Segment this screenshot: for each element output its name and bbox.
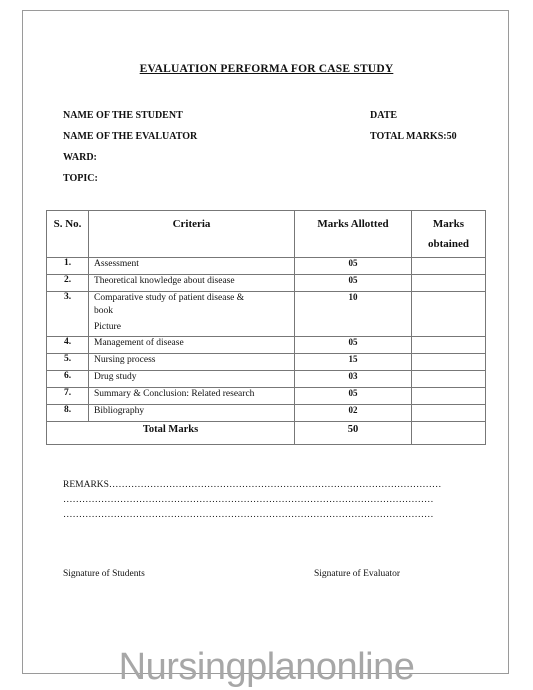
row-marks-obtained[interactable]: [412, 337, 486, 354]
row-criteria: Theoretical knowledge about disease: [89, 275, 295, 292]
remarks-line-3: ………………………………………………………………………………………………………: [63, 510, 434, 520]
row-marks-obtained[interactable]: [412, 405, 486, 422]
total-marks-obtained[interactable]: [412, 422, 486, 445]
table-row: [47, 388, 486, 405]
evaluation-table: [46, 210, 486, 445]
remarks-line-2: ………………………………………………………………………………………………………: [63, 495, 434, 505]
form-title: EVALUATION PERFORMA FOR CASE STUDY: [139, 63, 394, 75]
row-marks-allotted: 05: [295, 275, 412, 292]
row-sno: 6.: [47, 371, 89, 388]
row-marks-obtained[interactable]: [412, 258, 486, 275]
date-label: DATE: [370, 110, 398, 121]
row-criteria: Nursing process: [89, 354, 295, 371]
row-marks-allotted: 02: [295, 405, 412, 422]
row-criteria-line2: book: [94, 306, 113, 316]
header-marks-allotted: Marks Allotted: [295, 211, 412, 258]
header-criteria: Criteria: [89, 211, 295, 258]
total-row: [47, 422, 486, 445]
remarks-line-1: REMARKS……………………………………………………………………………………………: [63, 480, 442, 490]
signature-evaluator: Signature of Evaluator: [314, 569, 401, 579]
table-row: [47, 275, 486, 292]
total-marks-label-cell: Total Marks: [47, 422, 295, 445]
header-marks-obtained-line1: Marks: [432, 218, 465, 230]
row-sno: 5.: [47, 354, 89, 371]
table-row: [47, 258, 486, 275]
header-marks-obtained: [412, 211, 486, 258]
row-criteria-line3: Picture: [94, 322, 121, 332]
row-marks-allotted: 10: [295, 292, 412, 337]
row-marks-allotted: 15: [295, 354, 412, 371]
row-criteria: Management of disease: [89, 337, 295, 354]
row-criteria: Assessment: [89, 258, 295, 275]
topic-label: TOPIC:: [63, 173, 98, 184]
student-name-label: NAME OF THE STUDENT: [63, 110, 183, 121]
evaluator-name-label: NAME OF THE EVALUATOR: [63, 131, 198, 142]
table-row: [47, 405, 486, 422]
row-criteria: [89, 292, 295, 337]
row-criteria: Bibliography: [89, 405, 295, 422]
row-criteria: Summary & Conclusion: Related research: [89, 388, 295, 405]
row-criteria-line1: Comparative study of patient disease &: [94, 293, 245, 303]
row-marks-allotted: 05: [295, 337, 412, 354]
row-sno: 2.: [47, 275, 89, 292]
table-row: [47, 371, 486, 388]
row-marks-allotted: 05: [295, 258, 412, 275]
row-marks-obtained[interactable]: [412, 275, 486, 292]
watermark: Nursingplanonline: [118, 646, 415, 688]
table-row: [47, 337, 486, 354]
signature-students: Signature of Students: [63, 569, 145, 579]
row-sno: 8.: [47, 405, 89, 422]
total-marks-value: 50: [295, 422, 412, 445]
row-marks-obtained[interactable]: [412, 371, 486, 388]
row-marks-obtained[interactable]: [412, 354, 486, 371]
row-sno: 4.: [47, 337, 89, 354]
row-sno: 3.: [47, 292, 89, 337]
header-marks-obtained-line2: obtained: [428, 238, 469, 250]
row-marks-allotted: 03: [295, 371, 412, 388]
row-criteria: Drug study: [89, 371, 295, 388]
table-header-row: [47, 211, 486, 258]
table-row: [47, 354, 486, 371]
row-marks-allotted: 05: [295, 388, 412, 405]
row-sno: 7.: [47, 388, 89, 405]
row-marks-obtained[interactable]: [412, 292, 486, 337]
ward-label: WARD:: [63, 152, 97, 163]
header-sno: S. No.: [47, 211, 89, 258]
total-marks-label: TOTAL MARKS:50: [370, 131, 457, 142]
row-sno: 1.: [47, 258, 89, 275]
row-marks-obtained[interactable]: [412, 388, 486, 405]
table-row: [47, 292, 486, 337]
